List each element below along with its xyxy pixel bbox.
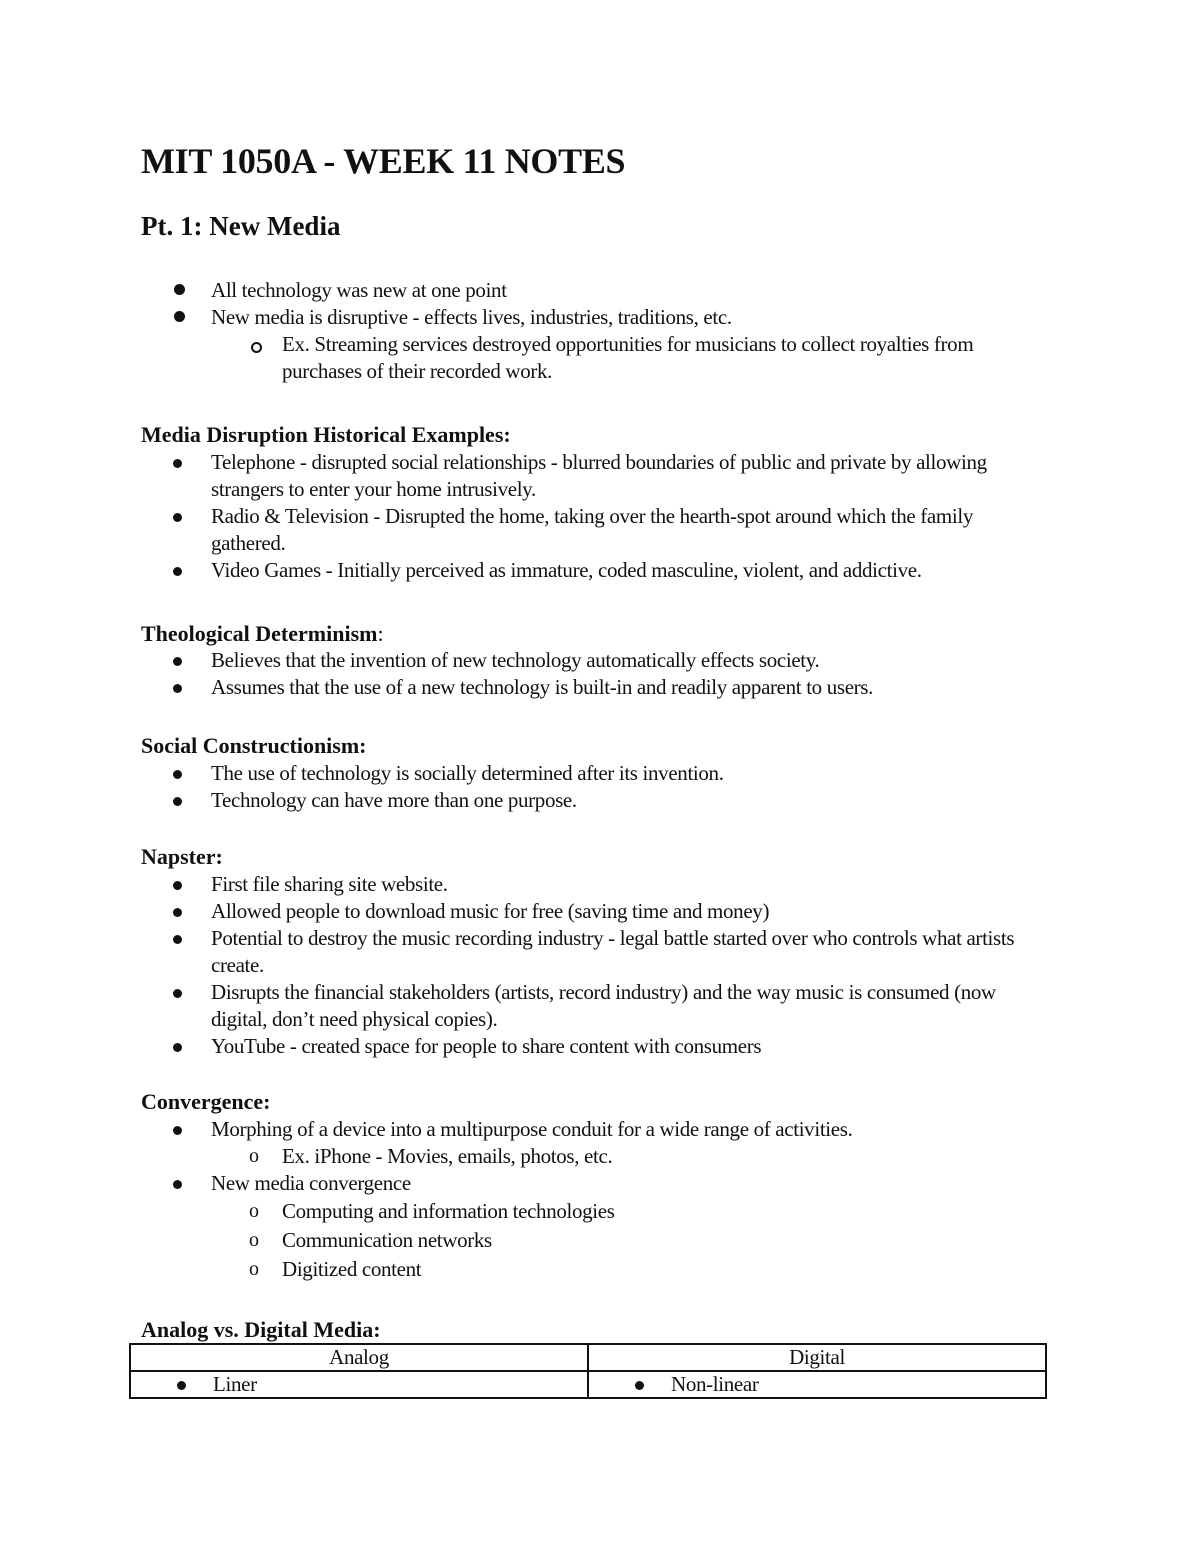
list-item: [0, 1033, 1200, 1060]
sub-list-item: [0, 331, 1200, 385]
theological-list: [0, 647, 1200, 701]
list-item-text: Technology can have more than one purpose.: [211, 788, 577, 812]
column-header-analog: Analog: [130, 1344, 588, 1371]
napster-list: [0, 871, 1200, 1060]
table-cell: [588, 1371, 1046, 1398]
list-item-text: Assumes that the use of a new technology is built-in and readily apparent to users.: [211, 675, 874, 699]
list-item-text: Communication networks: [282, 1228, 492, 1252]
list-item: [0, 1116, 1200, 1143]
list-item: [0, 449, 1200, 503]
sub-list-item: [0, 1197, 1200, 1226]
ring-bullet-icon: [251, 342, 262, 353]
list-item-text: New media is disruptive - effects lives, industries, traditions, etc.: [211, 305, 732, 329]
bullet-icon: [174, 284, 185, 295]
media-disruption-list: [0, 449, 1200, 584]
page-title: MIT 1050A - WEEK 11 NOTES: [141, 141, 626, 181]
bullet-icon: [173, 881, 182, 890]
sub-list-item: [0, 1226, 1200, 1255]
list-item-text: Believes that the invention of new technology automatically effects society.: [211, 648, 820, 672]
sub-list-item: [0, 1143, 1200, 1170]
list-item: [0, 277, 1200, 304]
list-item: [0, 898, 1200, 925]
bullet-icon: [173, 657, 182, 666]
bullet-icon: [173, 1180, 182, 1189]
sub-bullet-icon: o: [249, 1200, 259, 1222]
list-item-text: The use of technology is socially determined after its invention.: [211, 761, 724, 785]
heading-text: Theological Determinism: [141, 621, 378, 646]
bullet-icon: [173, 770, 182, 779]
list-item: [0, 1170, 1200, 1197]
list-item-text: Allowed people to download music for free (saving time and money): [211, 899, 770, 923]
list-item-text: YouTube - created space for people to share content with consumers: [211, 1034, 762, 1058]
table-cell: [130, 1371, 588, 1398]
bullet-icon: [635, 1381, 644, 1390]
list-item-text: Disrupts the financial stakeholders (artists, record industry) and the way music is consumed (now digital, don’t need physical copies).: [211, 980, 996, 1031]
list-item-text: Ex. Streaming services destroyed opportunities for musicians to collect royalties from purchases of their recorded work.: [282, 332, 974, 383]
sub-list-item: [0, 1255, 1200, 1284]
cell-text: Non-linear: [671, 1372, 759, 1396]
bullet-icon: [173, 1043, 182, 1052]
list-item-text: New media convergence: [211, 1171, 411, 1195]
new-media-list: [0, 277, 1200, 385]
list-item: [0, 979, 1200, 1033]
list-item-text: Radio & Television - Disrupted the home, taking over the hearth-spot around which the family gathered.: [211, 504, 974, 555]
list-item: [0, 647, 1200, 674]
list-item: [0, 760, 1200, 787]
section-heading-media-disruption: Media Disruption Historical Examples:: [141, 422, 511, 447]
section-heading-analog-digital: Analog vs. Digital Media:: [141, 1317, 381, 1342]
analog-digital-table: [129, 1343, 1047, 1399]
sub-bullet-icon: o: [249, 1145, 259, 1167]
section-heading-convergence: Convergence:: [141, 1089, 271, 1114]
part-title: New Media: [209, 211, 341, 241]
section-heading-theological: [141, 620, 384, 647]
heading-colon: :: [377, 621, 384, 646]
section-heading-social: Social Constructionism:: [141, 733, 367, 758]
table-row: [130, 1371, 1046, 1398]
list-item-text: Digitized content: [282, 1257, 422, 1281]
list-item: [0, 787, 1200, 814]
column-header-digital: Digital: [588, 1344, 1046, 1371]
list-item-text: Telephone - disrupted social relationships - blurred boundaries of public and private by allowing strangers to enter your home intrusively.: [211, 450, 987, 501]
list-item-text: First file sharing site website.: [211, 872, 448, 896]
bullet-icon: [173, 684, 182, 693]
part-label: Pt. 1:: [141, 211, 203, 241]
list-item-text: Potential to destroy the music recording industry - legal battle started over who controls what artists create.: [211, 926, 1015, 977]
cell-text: Liner: [213, 1372, 257, 1396]
bullet-icon: [174, 311, 185, 322]
social-list: [0, 760, 1200, 814]
bullet-icon: [173, 567, 182, 576]
list-item: [0, 674, 1200, 701]
bullet-icon: [173, 989, 182, 998]
list-item-text: Ex. iPhone - Movies, emails, photos, etc.: [282, 1144, 613, 1168]
bullet-icon: [173, 1126, 182, 1135]
list-item: [0, 925, 1200, 979]
bullet-icon: [173, 459, 182, 468]
bullet-icon: [177, 1381, 186, 1390]
section-heading-napster: Napster:: [141, 844, 223, 869]
list-item: [0, 304, 1200, 331]
list-item: [0, 503, 1200, 557]
bullet-icon: [173, 935, 182, 944]
table-header-row: [130, 1344, 1046, 1371]
list-item-text: All technology was new at one point: [211, 278, 507, 302]
list-item: [0, 871, 1200, 898]
convergence-list: [0, 1116, 1200, 1284]
list-item-text: Video Games - Initially perceived as immature, coded masculine, violent, and addictive.: [211, 558, 922, 582]
list-item: [0, 557, 1200, 584]
sub-bullet-icon: o: [249, 1229, 259, 1251]
sub-bullet-icon: o: [249, 1258, 259, 1280]
list-item-text: Morphing of a device into a multipurpose conduit for a wide range of activities.: [211, 1117, 853, 1141]
bullet-icon: [173, 908, 182, 917]
bullet-icon: [173, 797, 182, 806]
list-item-text: Computing and information technologies: [282, 1199, 615, 1223]
part-heading: [141, 210, 340, 242]
bullet-icon: [173, 513, 182, 522]
